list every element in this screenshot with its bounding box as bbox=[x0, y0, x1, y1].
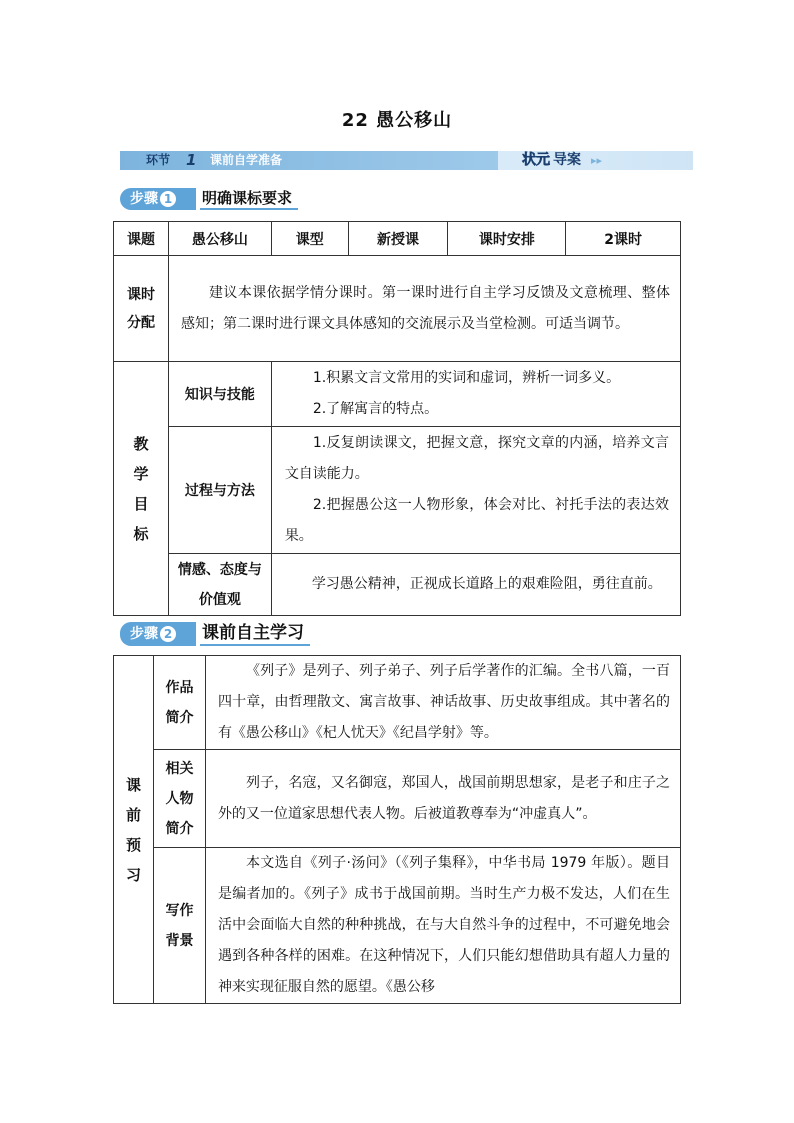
goal-emotion-label: 情感、态度与价值观 bbox=[168, 554, 271, 616]
goal-knowledge-content bbox=[271, 362, 680, 427]
step-1-badge-label: 步骤 bbox=[130, 191, 158, 207]
goal-process-label: 过程与方法 bbox=[168, 427, 271, 554]
header-type: 课型 bbox=[271, 222, 348, 256]
step-2-badge-label: 步骤 bbox=[130, 626, 158, 642]
section-banner bbox=[120, 151, 693, 170]
step-1-header bbox=[120, 188, 320, 210]
type-value: 新授课 bbox=[348, 222, 448, 256]
step-1-number: 1 bbox=[160, 191, 176, 207]
header-topic: 课题 bbox=[114, 222, 169, 256]
step-2-title: 课前自主学习 bbox=[200, 622, 310, 646]
background-label: 写作背景 bbox=[153, 848, 205, 1004]
banner-label: 课前自学准备 bbox=[210, 153, 283, 167]
header-allocation: 课时分配 bbox=[114, 256, 169, 362]
step-2-header bbox=[120, 622, 360, 644]
person-intro-label: 相关人物简介 bbox=[153, 750, 205, 848]
topic-value: 愚公移山 bbox=[168, 222, 271, 256]
step-1-badge bbox=[120, 188, 196, 210]
person-intro-text: 列子，名寇，又名御寇，郑国人，战国前期思想家，是老子和庄子之外的又一位道家思想代表人物。后被道教尊奉为“冲虚真人”。 bbox=[205, 750, 680, 848]
double-arrow-icon: ▸▸ bbox=[591, 154, 603, 167]
goal-knowledge-point-2: 2.了解寓言的特点。 bbox=[312, 401, 439, 417]
hours-value: 2课时 bbox=[566, 222, 681, 256]
step-2-badge bbox=[120, 622, 196, 646]
preview-table bbox=[113, 655, 681, 1004]
banner-section-number: 1 bbox=[186, 151, 197, 169]
banner-brand-2: 导案 bbox=[553, 152, 581, 168]
work-intro-text: 《列子》是列子、列子弟子、列子后学著作的汇编。全书八篇，一百四十章，由哲理散文、寓言故事、神话故事、历史故事组成。其中著名的有《愚公移山》《杞人忧天》《纪昌学射》等。 bbox=[205, 656, 680, 750]
step-2-number: 2 bbox=[160, 626, 176, 642]
goal-knowledge-point-1: 1.积累文言文常用的实词和虚词，辨析一词多义。 bbox=[312, 370, 621, 386]
step-1-title: 明确课标要求 bbox=[200, 188, 298, 210]
background-text: 本文选自《列子·汤问》（《列子集释》，中华书局 1979 年版）。题目是编者加的。《列子》成书于战国前期。当时生产力极不发达，人们在生活中会面临大自然的种种挑战，在与大自然斗争的过程中，不可避免地会遇到各种各样的困难。在这种情况下，人们只能幻想借助具有超人力量的神来实现征服自然的愿望。《愚公移 bbox=[205, 848, 680, 1004]
goal-process-point-1: 1.反复朗读课文，把握文意，探究文章的内涵，培养文言文自读能力。 bbox=[284, 435, 669, 482]
header-hours: 课时安排 bbox=[448, 222, 566, 256]
goal-process-point-2: 2.把握愚公这一人物形象，体会对比、衬托手法的表达效果。 bbox=[284, 497, 669, 544]
page-title: 22 愚公移山 bbox=[341, 110, 453, 131]
lesson-plan-table bbox=[113, 221, 681, 616]
banner-section-label: 环节 bbox=[146, 153, 171, 167]
work-intro-label: 作品简介 bbox=[153, 656, 205, 750]
header-preview: 课前预习 bbox=[114, 656, 154, 1004]
header-teaching-goals: 教学目标 bbox=[114, 362, 169, 616]
goal-process-content bbox=[271, 427, 680, 554]
allocation-text: 建议本课依据学情分课时。第一课时进行自主学习反馈及文意梳理、整体感知；第二课时进行课文具体感知的交流展示及当堂检测。可适当调节。 bbox=[168, 256, 680, 362]
banner-brand-1: 状元 bbox=[522, 152, 550, 168]
banner-left-band bbox=[120, 151, 515, 170]
goal-knowledge-label: 知识与技能 bbox=[168, 362, 271, 427]
goal-emotion-text: 学习愚公精神，正视成长道路上的艰难险阻，勇往直前。 bbox=[271, 554, 680, 616]
